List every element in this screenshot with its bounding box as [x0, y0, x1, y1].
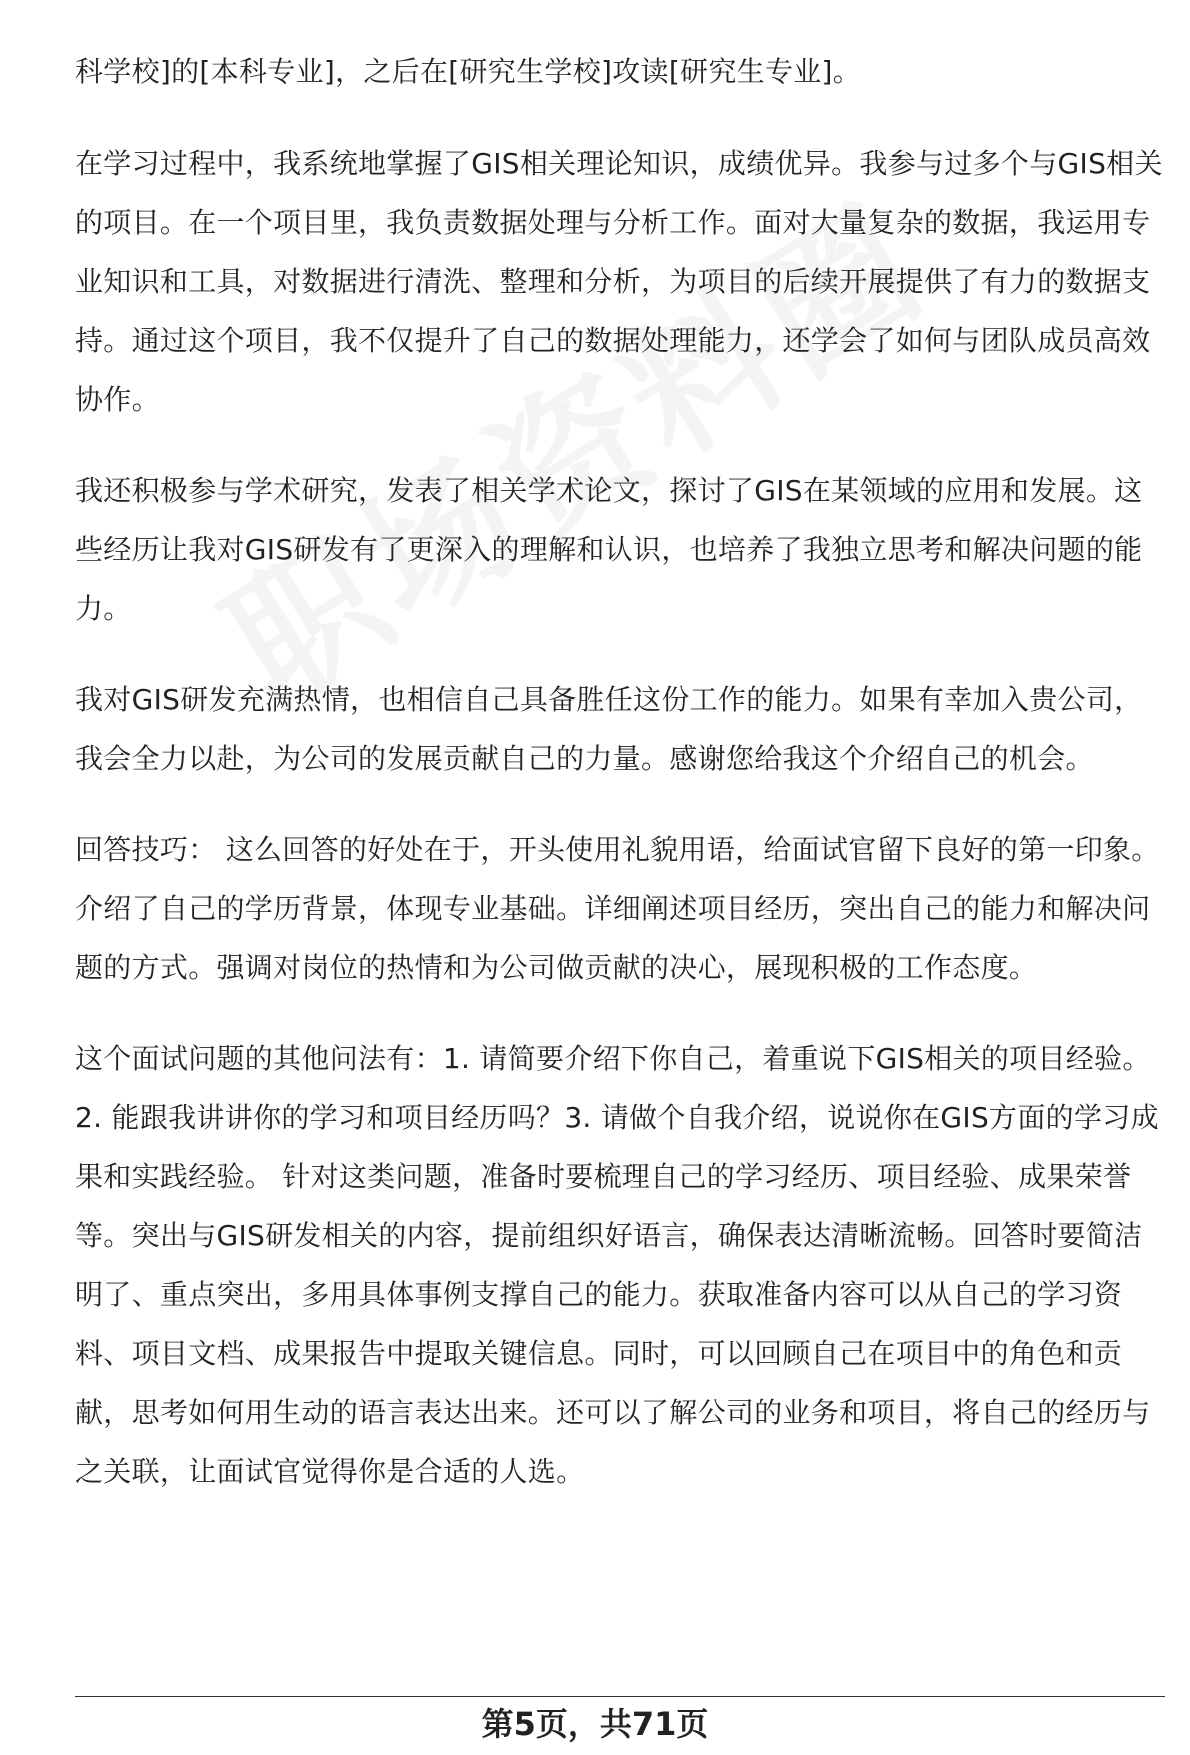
paragraph-answer-tips: 回答技巧： 这么回答的好处在于，开头使用礼貌用语，给面试官留下良好的第一印象。介绍了自己的学历背景，体现专业基础。详细阐述项目经历，突出自己的能力和解决问题的方式。强调对岗位的热情和为公司做贡献的决心，展现积极的工作态度。: [75, 833, 1160, 984]
document-body: [75, 42, 1165, 1533]
paragraph-research: 我还积极参与学术研究，发表了相关学术论文，探讨了GIS在某领域的应用和发展。这些经历让我对GIS研发有了更深入的理解和认识，也培养了我独立思考和解决问题的能力。: [75, 474, 1143, 625]
paragraph-alternative-questions: 这个面试问题的其他问法有：1. 请简要介绍下你自己，着重说下GIS相关的项目经验。2. 能跟我讲讲你的学习和项目经历吗？3. 请做个自我介绍，说说你在GIS方面的学习成果和实践经验。 针对这类问题，准备时要梳理自己的学习经历、项目经验、成果荣誉等。突出与GIS研发相关的内容，提前组织好语言，确保表达清晰流畅。回答时要简洁明了、重点突出，多用具体事例支撑自己的能力。获取准备内容可以从自己的学习资料、项目文档、成果报告中提取关键信息。同时，可以回顾自己在项目中的角色和贡献，思考如何用生动的语言表达出来。还可以了解公司的业务和项目，将自己的经历与之关联，让面试官觉得你是合适的人选。: [75, 1042, 1159, 1488]
paragraph-education-continued: 科学校]的[本科专业]，之后在[研究生学校]攻读[研究生专业]。: [75, 55, 862, 88]
paragraph-learning-projects: 在学习过程中，我系统地掌握了GIS相关理论知识，成绩优异。我参与过多个与GIS相关的项目。在一个项目里，我负责数据处理与分析工作。面对大量复杂的数据，我运用专业知识和工具，对数据进行清洗、整理和分析，为项目的后续开展提供了有力的数据支持。通过这个项目，我不仅提升了自己的数据处理能力，还学会了如何与团队成员高效协作。: [75, 147, 1163, 416]
page-number: 第5页，共71页: [481, 1705, 709, 1743]
footer-divider: [75, 1696, 1165, 1697]
paragraph-passion: 我对GIS研发充满热情，也相信自己具备胜任这份工作的能力。如果有幸加入贵公司，我会全力以赴，为公司的发展贡献自己的力量。感谢您给我这个介绍自己的机会。: [75, 683, 1143, 775]
